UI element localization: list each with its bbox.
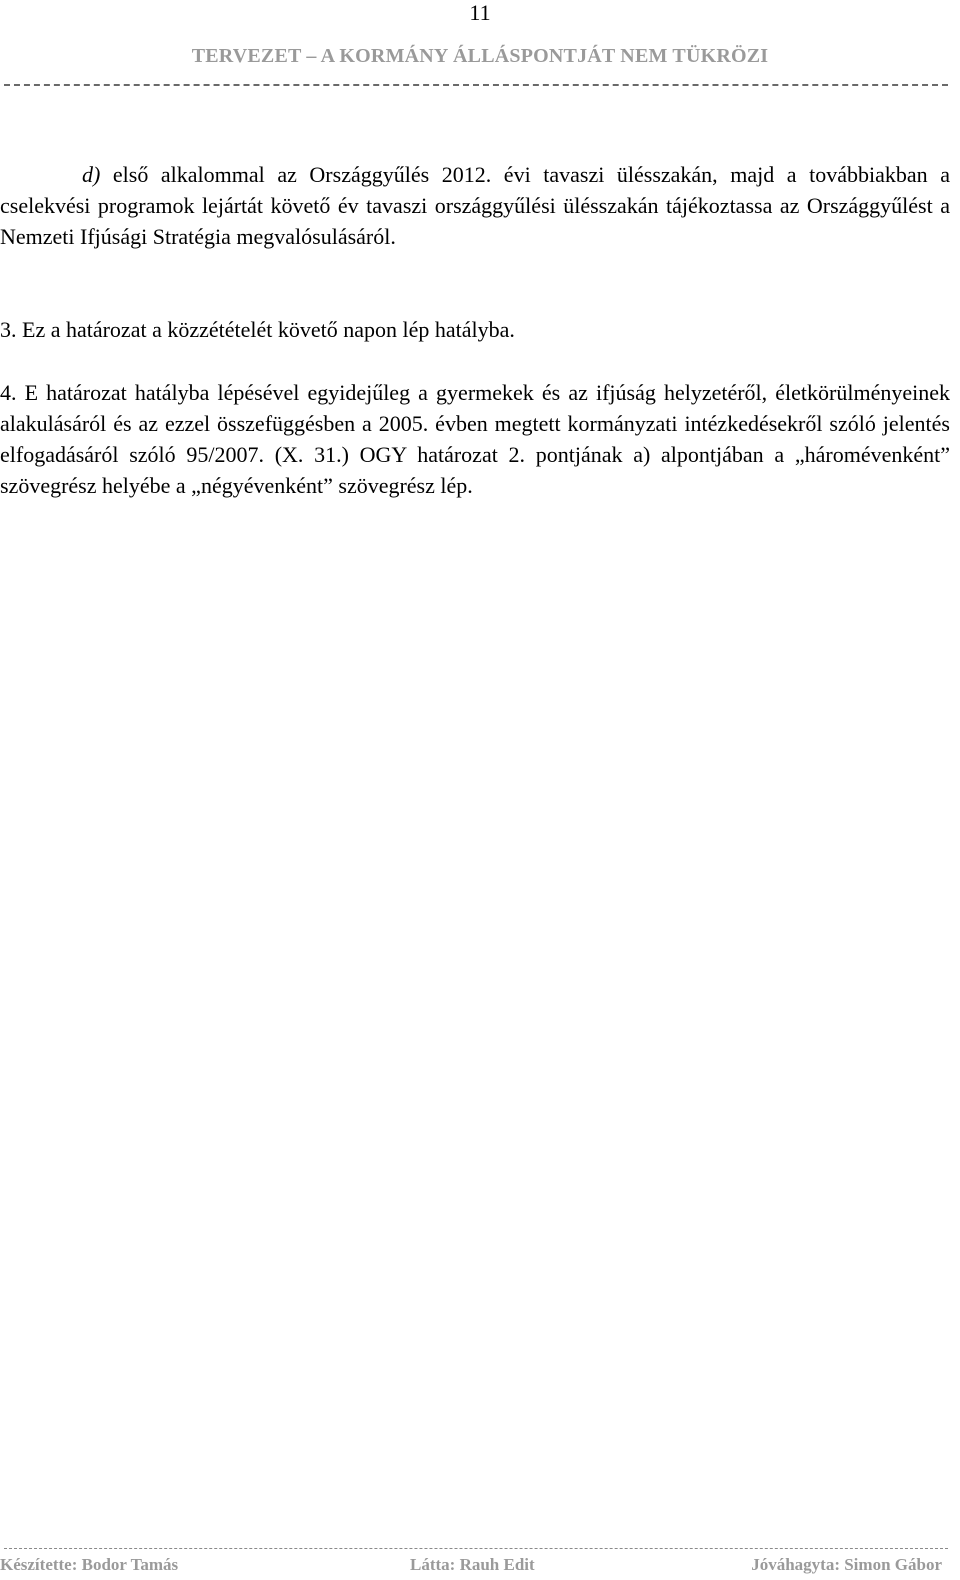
footer-divider [4, 1548, 948, 1549]
paragraph-d-text: első alkalommal az Országgyűlés 2012. évi tavaszi ülésszakán, majd a továbbiakban a cselekvési programok lejártát követő év tavaszi országgyűlési ülésszakán tájékoztassa az Országgyűlést a Nemzeti Ifjúsági Stratégia megvalósulásáról. [0, 162, 950, 249]
footer [0, 1552, 950, 1578]
paragraph-d-label: d) [82, 162, 101, 187]
header-divider [4, 84, 948, 86]
paragraph-4-text: 4. E határozat hatályba lépésével egyidejűleg a gyermekek és az ifjúság helyzetéről, életkörülményeinek alakulásáról és az ezzel összefüggésben a 2005. évben megtett kormányzati intézkedésekről szóló jelentés elfogadásáról szóló 95/2007. (X. 31.) OGY határozat 2. pontjának a) alpontjában a „háromévenként” szövegrész helyébe a „négyévenként” szövegrész lép. [0, 380, 950, 498]
draft-notice: TERVEZET – A KORMÁNY ÁLLÁSPONTJÁT NEM TÜKRÖZI [191, 45, 769, 67]
footer-prepared-by: Készítette: Bodor Tamás [0, 1555, 179, 1574]
paragraph-3-text: 3. Ez a határozat a közzétételét követő napon lép hatályba. [0, 317, 515, 342]
footer-approved-by: Jóváhagyta: Simon Gábor [751, 1555, 942, 1574]
paragraph-4 [0, 377, 950, 501]
footer-seen-by: Látta: Rauh Edit [410, 1555, 535, 1574]
paragraph-3 [0, 314, 950, 345]
page-number: 11 [469, 0, 491, 25]
paragraph-d [0, 159, 950, 252]
